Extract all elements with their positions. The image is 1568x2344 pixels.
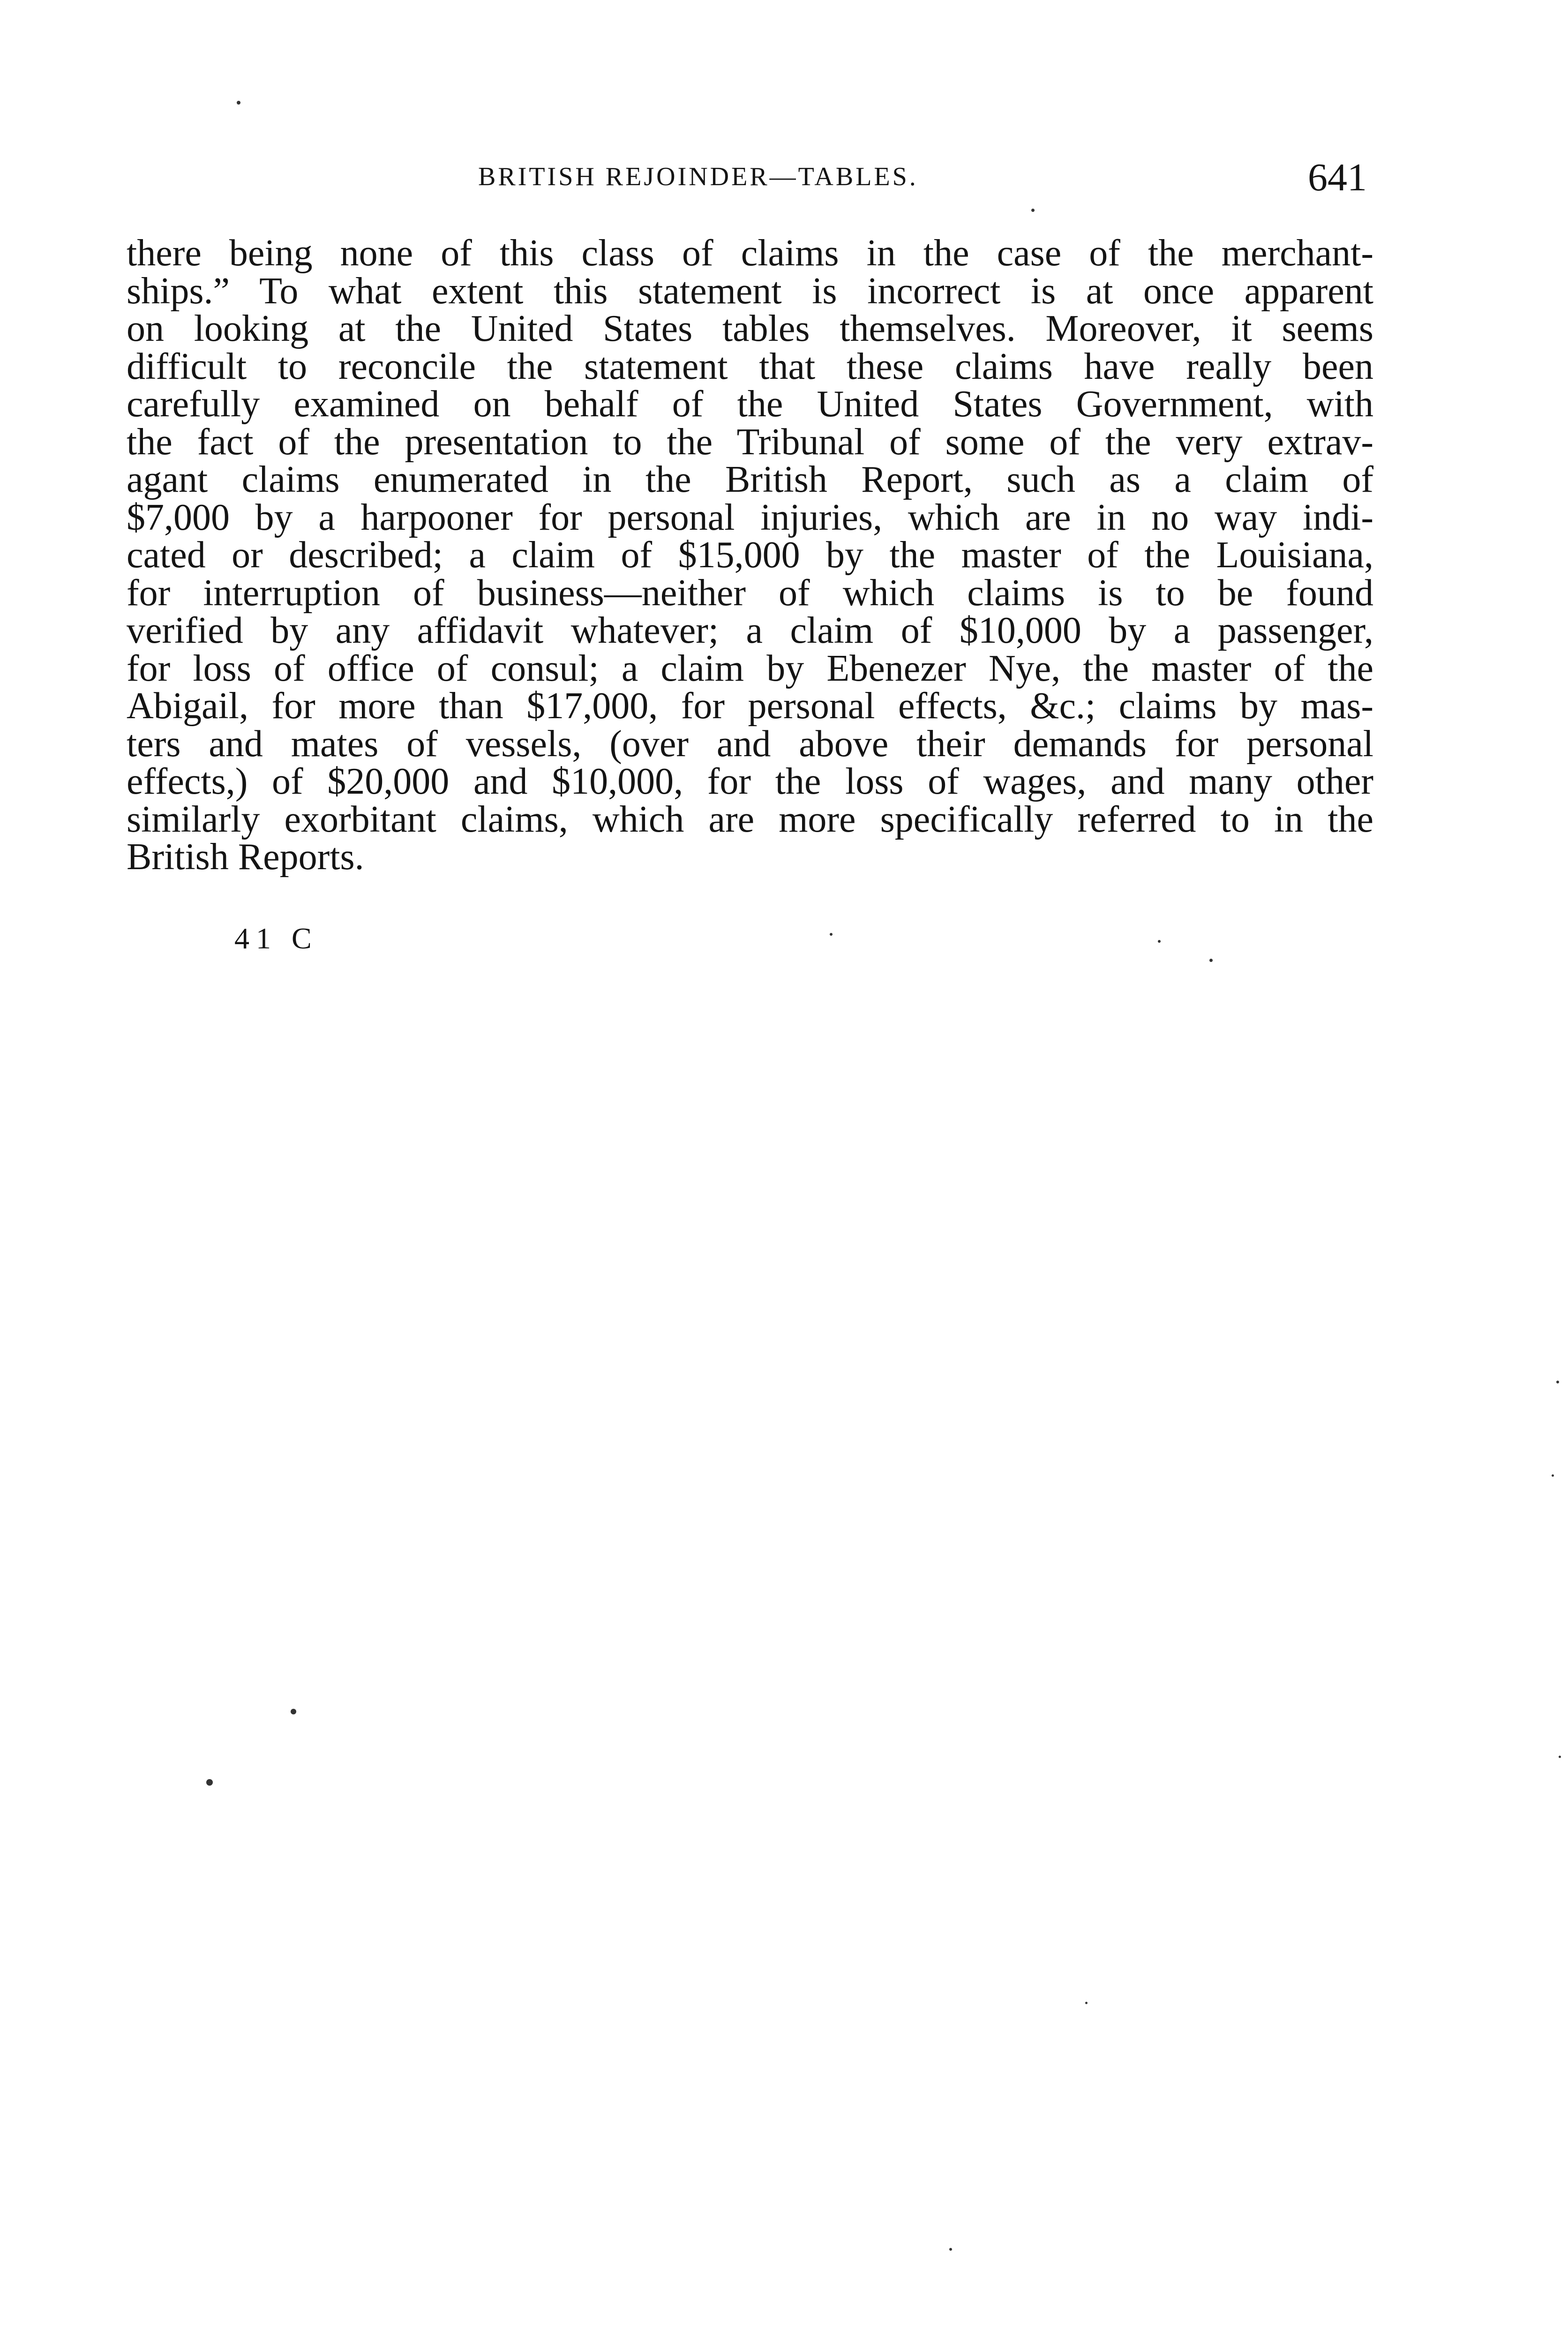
text-line: ters and mates of vessels, (over and above their demands for personal <box>127 723 1373 765</box>
scan-speck <box>237 101 240 105</box>
text-line: carefully examined on behalf of the United States Government, with <box>127 383 1373 425</box>
text-line: $7,000 by a harpooner for personal injuries, which are in no way indi- <box>127 496 1373 538</box>
running-head: BRITISH REJOINDER—TABLES. <box>478 162 918 191</box>
scan-speck <box>1209 959 1213 962</box>
scan-speck <box>1556 1381 1559 1383</box>
text-line: agant claims enumerated in the British Report, such as a claim of <box>127 459 1373 500</box>
text-line: similarly exorbitant claims, which are more specifically referred to in the <box>127 798 1373 840</box>
signature-mark: 41 C <box>234 922 318 955</box>
text-line: the fact of the presentation to the Tribunal of some of the very extrav- <box>127 421 1373 463</box>
text-line: Abigail, for more than $17,000, for personal effects, &c.; claims by mas- <box>127 685 1373 727</box>
scan-speck <box>1559 1756 1561 1758</box>
scan-speck <box>1158 940 1161 943</box>
scan-speck <box>949 2248 952 2251</box>
text-line: difficult to reconcile the statement that these claims have really been <box>127 346 1373 387</box>
body-paragraph <box>127 234 1373 876</box>
text-line: British Reports. <box>127 836 364 878</box>
scan-speck <box>830 933 833 936</box>
scan-speck <box>1031 209 1035 212</box>
page-number: 641 <box>1308 156 1367 199</box>
text-line: ships.” To what extent this statement is incorrect is at once apparent <box>127 270 1373 312</box>
text-line: cated or described; a claim of $15,000 by the master of the Louisiana, <box>127 534 1373 576</box>
scan-speck <box>206 1779 213 1786</box>
text-line: for loss of office of consul; a claim by Ebenezer Nye, the master of the <box>127 647 1373 689</box>
text-line: verified by any affidavit whatever; a claim of $10,000 by a passenger, <box>127 610 1373 651</box>
scan-speck <box>1552 1474 1554 1477</box>
text-line: on looking at the United States tables themselves. Moreover, it seems <box>127 308 1373 349</box>
text-line: there being none of this class of claims in the case of the merchant- <box>127 233 1373 274</box>
scan-speck <box>291 1709 296 1714</box>
scan-speck <box>1085 2002 1088 2004</box>
text-line: effects,) of $20,000 and $10,000, for the loss of wages, and many other <box>127 761 1373 802</box>
text-line: for interruption of business—neither of which claims is to be found <box>127 572 1373 614</box>
